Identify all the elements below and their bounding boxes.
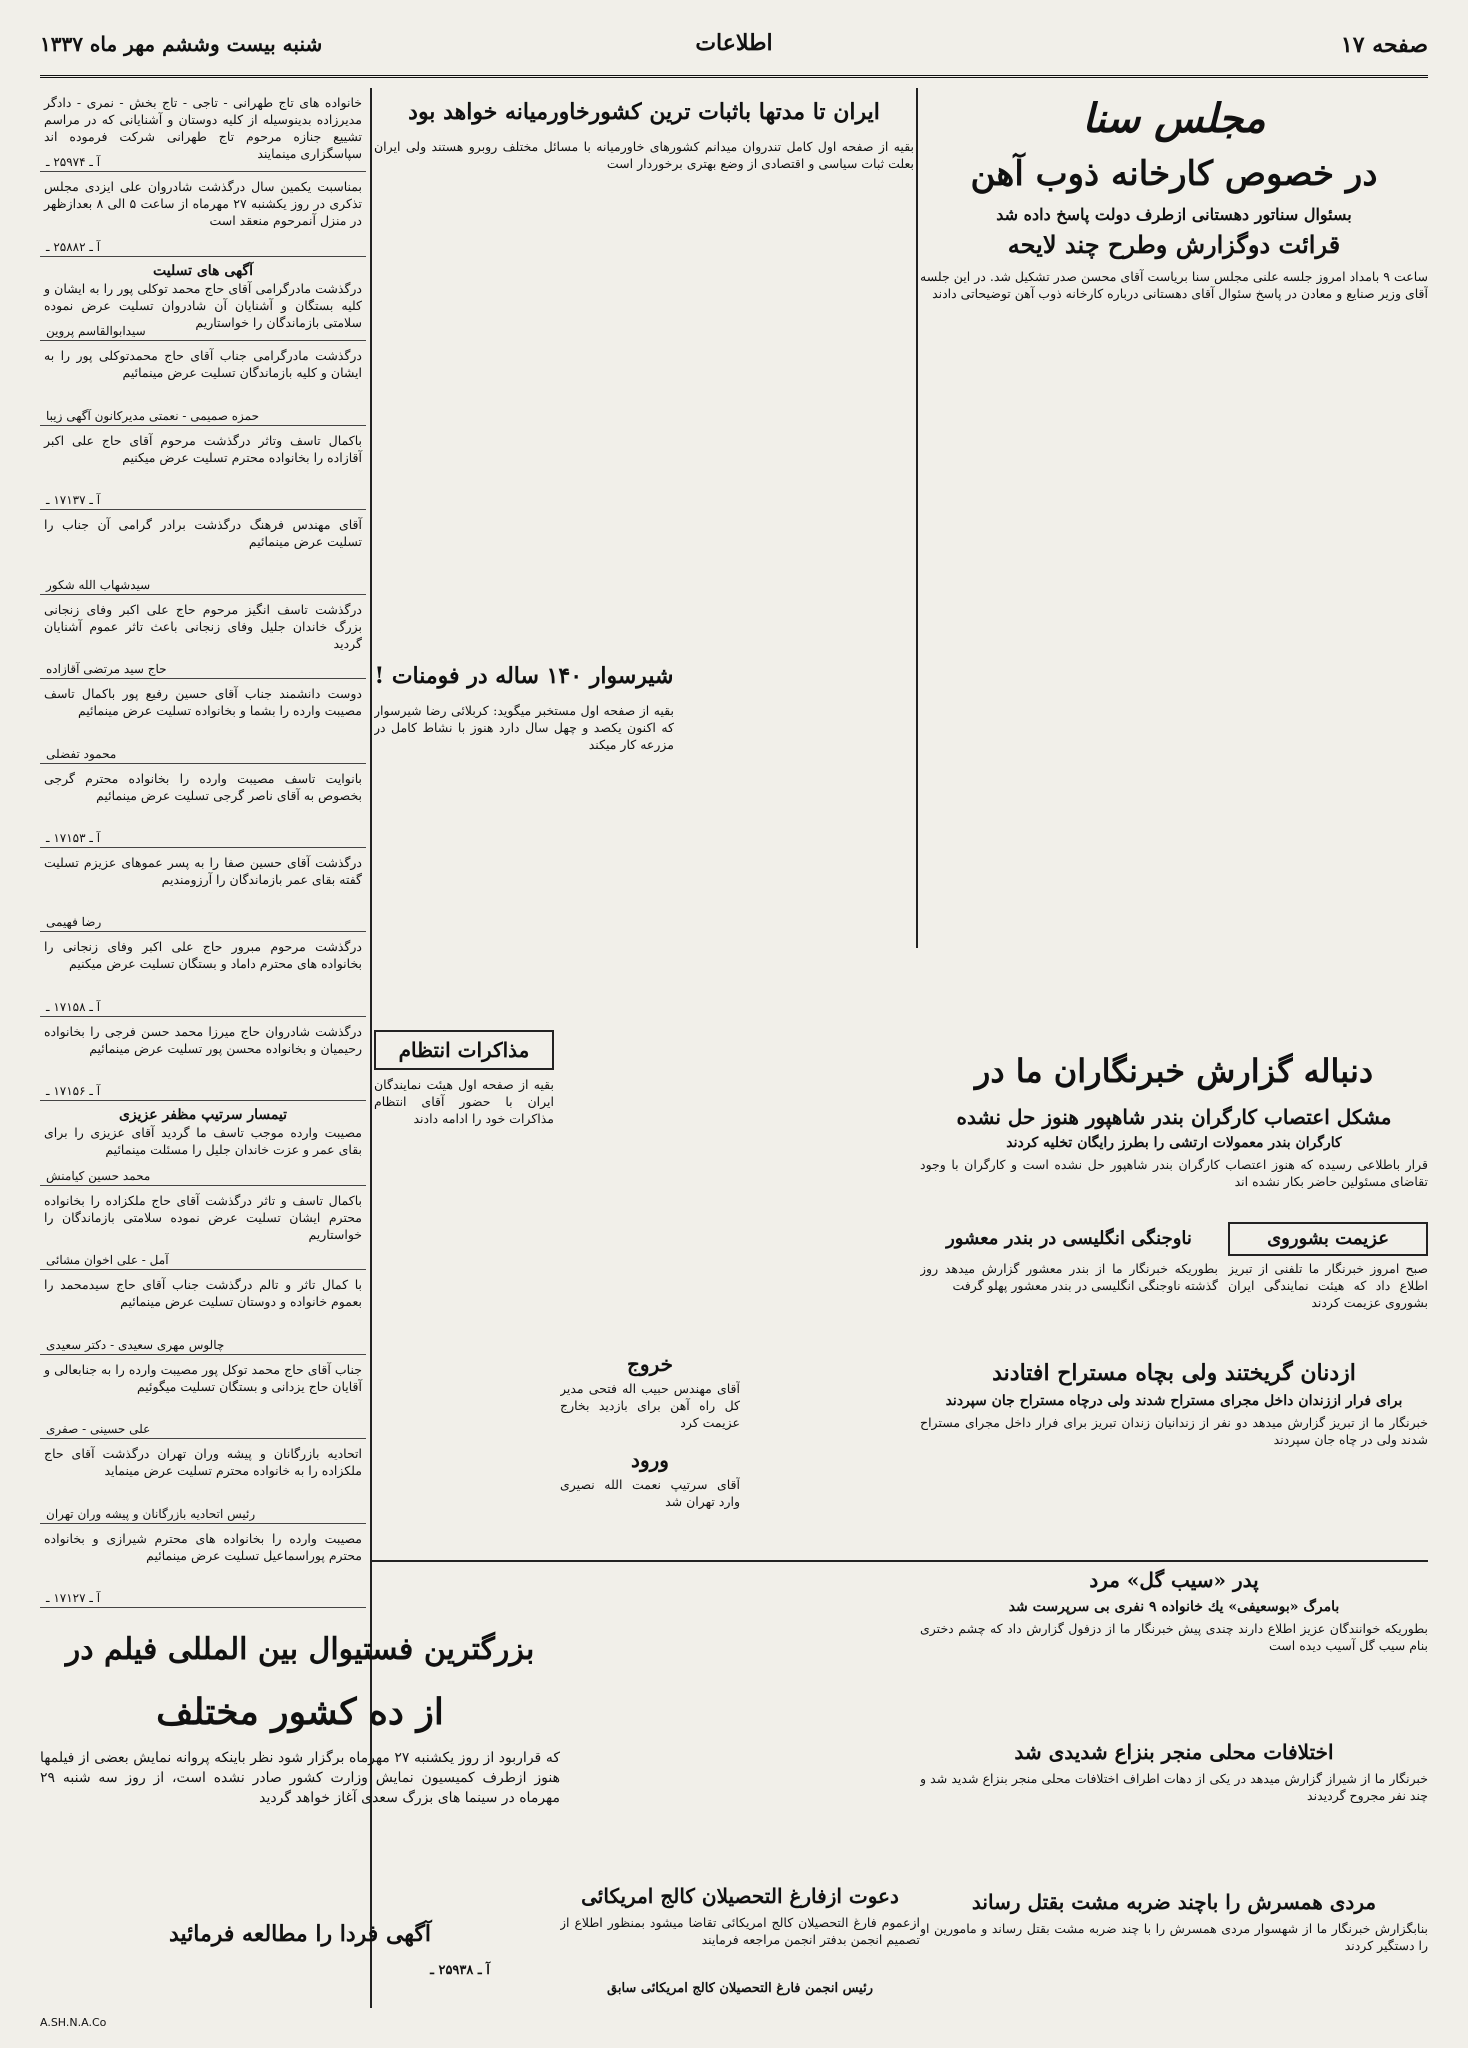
festival-code: آ ـ ۲۵۹۳۸ ـ [430,1963,490,1978]
masthead [40,18,1428,78]
notice-signature: آ ـ ۲۵۸۸۲ ـ [46,239,101,254]
strike-subhead: مشکل اعتصاب کارگران بندر شاهپور هنوز حل نشده [956,1105,1392,1129]
iran-body-text: بقیه از صفحه اول کامل تندروان میدانم کشورهای خاورمیانه با مسائل مختلف روبرو هستند ولی ایران بعلت ثبات سیاسی و اقتصادی از وضع بهتری برخوردار است [374,139,914,171]
festival-footer: آگهی فردا را مطالعه فرمائید [168,1921,432,1947]
prison-headline: ازدنان گریختند ولی بچاه مستراح افتادند [992,1360,1356,1386]
talks-article [374,1030,554,1550]
strike-body-text: قرار باطلاعی رسیده که هنوز اعتصاب کارگران بندر شاهپور حل نشده است و کارگران با وجود تقاضای مسئولین حاضر بکار نشده اند [920,1157,1428,1189]
notice-title: آگهی های تسلیت [152,262,254,279]
notice-body: باکمال تاسف و تاثر درگذشت آقای حاج ملکزاده را بخانواده محترم ایشان تسلیت عرض نموده سلامتی بازماندگان را خواستاریم [44,1192,362,1242]
festival-body-text: که قراربود از روز یکشنبه ۲۷ مهرماه برگزار شود نظر باینکه پروانه نمایش بعضی از فیلمها هنوز ازطرف کمیسیون نمایش وزارت کشور صادر نشده است، از روز سه شنبه ۲۹ مهرماه در سینما های بزرگ سعدی آغاز خواهد گردید [40,1750,560,1806]
footer-mark: A.SH.N.A.Co [40,2016,107,2029]
condolence-notice [40,430,366,510]
condolence-notice [40,936,366,1016]
strike-subhead-2: کارگران بندر معمولات ارتشی را بطرز رایگان تخلیه کردند [1006,1135,1342,1151]
senate-logo: مجلس سنا [1082,95,1266,142]
page-number: صفحه ۱۷ [1340,32,1428,58]
notice-signature: آ ـ ۱۷۱۵۸ ـ [46,999,101,1014]
college-body-text: ازعموم فارغ التحصیلان کالج امریکائی تقاضا میشود بمنظور اطلاع از تصمیم انجمن بدفتر انجمن مراجعه فرمایند [560,1915,920,1947]
notice-signature: سیدشهاب الله شکور [46,577,151,592]
notice-signature: حاج سید مرتضی آقازاده [46,662,167,677]
notice-body: دوست دانشمند جناب آقای حسین رفیع پور باکمال تاسف مصیبت وارده را بشما و بخانواده تسلیت عرض مینمائیم [44,686,362,719]
prison-subhead: برای فرار اززندان داخل مجرای مستراح شدند ولی درچاه مستراح جان سپردند [945,1393,1403,1409]
condolence-notice [40,345,366,425]
senate-article [920,92,1428,1042]
condolence-notice [40,1443,366,1523]
warship-headline: ناوجنگی انگلیسی در بندر معشور [946,1228,1192,1249]
sibgol-body [920,1620,1428,1730]
departure-ussr-text: صبح امروز خبرنگار ما تلفنی از تبریز اطلاع داد که هیئت نمایندگی ایران بشوروی عزیمت کردند [1228,1261,1428,1310]
notice-body: درگذشت مادرگرامی آقای حاج محمد توکلی پور را به ایشان و کلیه بستگان و آشنایان آن شادروان تسلیت عرض نموده سلامتی بازماندگان را خواستاریم [44,280,362,330]
notice-signature: حمزه صمیمی - نعمتی مدیرکانون آگهی زیبا [46,408,259,423]
festival-body [40,1748,560,1908]
prison-body [920,1414,1428,1552]
departure-title: خروج [627,1352,673,1376]
sibgol-headline: پدر «سیب گل» مرد [1089,1568,1259,1592]
notice-signature: آ ـ ۱۷۱۲۷ ـ [46,1590,101,1605]
notice-signature: محمد حسین کیامنش [46,1168,151,1183]
notices-column [40,92,366,1612]
arrival-title: ورود [631,1448,669,1472]
murder-body [920,1920,1428,2000]
reports-headline: دنباله گزارش خبرنگاران ما در [974,1052,1374,1090]
murder-headline: مردی همسرش را باچند ضربه مشت بقتل رساند [971,1890,1377,1914]
notice-body: مصیبت وارده موجب تاسف ما گردید آقای عزیزی را برای بقای عمر و عزت خاندان جلیل را مسئلت مینمائیم [44,1125,362,1158]
reports-section [920,1046,1428,1556]
section-rule [370,1560,1428,1562]
senate-headline: در خصوص کارخانه ذوب آهن [970,154,1378,194]
notice-body: اتحادیه بازرگانان و پیشه وران تهران درگذشت آقای حاج ملکزاده را به خانواده محترم تسلیت عرض مینماید [44,1446,362,1479]
date-line: شنبه بیست وششم مهر ماه ۱۳۳۷ [40,32,323,56]
talks-headline: مذاکرات انتظام [374,1030,554,1070]
talks-body-text: بقیه از صفحه اول هیئت نمایندگان ایران با حضور آقای انتظام مذاکرات خود را ادامه دادند [374,1077,554,1126]
notice-signature: آ ـ ۱۷۱۳۷ ـ [46,493,101,508]
notice-signature: رضا فهیمی [46,915,102,930]
college-body [560,1914,920,1974]
dispute-body [920,1770,1428,1880]
notice-body: جناب آقای حاج محمد توکل پور مصیبت وارده را به جنابعالی و آقایان حاج یزدانی و بستگان تسلیت میگوئیم [44,1361,362,1394]
notice-body: درگذشت مرحوم مبرور حاج علی اکبر وفای زنجانی را بخانواده های محترم داماد و بستگان تسلیت عرض میکنیم [44,939,362,972]
notice-signature: رئیس اتحادیه بازرگانان و پیشه وران تهران [46,1506,256,1521]
condolence-notice [40,768,366,848]
notice-body: مصیبت وارده را بخانواده های محترم شیرازی و بخانواده محترم پوراسماعیل تسلیت عرض مینمائیم [44,1530,362,1563]
notice-signature: محمود تفضلی [46,746,117,761]
condolence-notice [40,176,366,256]
condolence-notice [40,683,366,763]
notice-body: درگذشت آقای حسین صفا را به پسر عموهای عزیزم تسلیت گفته بقای عمر بازماندگان را آرزومندیم [44,855,362,887]
senate-subhead-2: قرائت دوگزارش وطرح چند لایحه [1007,230,1341,259]
prison-body-text: خبرنگار ما از تبریز گزارش میدهد دو نفر از زندانیان زندان تبریز برای فرار داخل مجرای مستراح شدند ولی در چاه جان سپردند [920,1415,1428,1447]
iran-article [374,92,914,652]
dispute-body-text: خبرنگار ما از شیراز گزارش میدهد در یکی از دهات اطراف اختلافات محلی منجر بنزاع شدید شد و چند نفر مجروح گردیدند [920,1771,1428,1803]
condolence-notice [40,852,366,932]
notice-body: درگذشت تاسف انگیز مرحوم حاج علی اکبر وفای زنجانی بزرگ خاندان جلیل وفای زنجانی باعث تاثر عموم آشنایان گردید [44,601,362,651]
dispute-headline: اختلافات محلی منجر بنزاع شدیدی شد [1014,1740,1334,1764]
notice-signature: چالوس مهری سعیدی - دکتر سعیدی [46,1337,225,1352]
notice-body: با کمال تاثر و تالم درگذشت جناب آقای حاج سیدمحمد را بعموم خانواده و دوستان تسلیت عرض مینمائیم [44,1277,362,1310]
notice-body: خانواده های تاج طهرانی - تاجی - تاج بخش - نمری - دادگر مدیرزاده بدینوسیله از کلیه دوستان و آشنایانی که در مراسم تشییع جنازه مرحوم تاج طهرانی شرکت فرموده اند سپاسگزاری مینمایند [44,95,362,161]
condolence-notice [40,1105,366,1185]
departure-body-text: آقای مهندس حبیب اله فتحی مدیر کل راه آهن برای بازدید بخارج عزیمت کرد [560,1381,740,1430]
strike-body [920,1156,1428,1216]
condolence-notice [40,599,366,679]
notice-body: آقای مهندس فرهنگ درگذشت برادر گرامی آن جناب را تسلیت عرض مینمائیم [44,517,362,550]
notice-signature: آ ـ ۲۵۹۷۴ ـ [46,155,101,170]
notice-body: باکمال تاسف وتاثر درگذشت مرحوم آقای حاج علی اکبر آقازاده را بخانواده محترم تسلیت عرض میکنیم [44,432,362,465]
notice-signature: آمل - علی اخوان مشائی [46,1253,169,1268]
college-notice [560,1880,920,2004]
murder-body-text: بنابگزارش خبرنگار ما از شهسوار مردی همسرش را با چند ضربه مشت بقتل رساند و مامورین او را دستگیر کردند [920,1921,1428,1953]
notice-signature: سیدابوالقاسم پروین [46,324,146,339]
notice-signature: آ ـ ۱۷۱۵۳ ـ [46,830,101,845]
column-rule [916,88,918,948]
notice-signature: آ ـ ۱۷۱۵۶ ـ [46,1084,101,1099]
notice-body: درگذشت مادرگرامی جناب آقای حاج محمدتوکلی پور را به ایشان و کلیه بازماندگان تسلیت عرض مینمائیم [44,348,362,381]
departure-ussr-headline: عزیمت بشوروی [1228,1222,1428,1256]
condolence-notice [40,92,366,172]
condolence-notice [40,1528,366,1608]
shirsavar-headline: شیرسوار ۱۴۰ ساله در فومنات ! [374,663,674,689]
condolence-notice [40,514,366,594]
college-headline: دعوت ازفارغ التحصیلان کالج امریکائی [581,1884,899,1908]
departure-arrival [560,1350,740,1550]
departure-ussr-body [1228,1260,1428,1350]
condolence-notice [40,1274,366,1354]
condolence-notice [40,1021,366,1101]
senate-body [920,268,1428,1038]
reports-lower [920,1564,1428,2004]
warship-body [920,1260,1218,1350]
notice-body: بانوایت تاسف مصیبت وارده را بخانواده محترم گرجی بخصوص به آقای ناصر گرجی تسلیت عرض مینمائیم [44,770,362,803]
festival-headline: بزرگترین فستیوال بین المللی فیلم در [65,1632,535,1667]
shirsavar-body-text: بقیه از صفحه اول مستخبر میگوید: کربلائی رضا شیرسوار که اکنون یکصد و چهل سال دارد هنوز با نشاط کامل در مزرعه کار میکند [374,703,674,752]
condolence-notice [40,1359,366,1439]
condolence-notice [40,1190,366,1270]
sibgol-body-text: بطوریکه خوانندگان عزیز اطلاع دارند چندی پیش خبرنگار ما از دزفول گزارش داد که چشم دختری بنام سیب گل آسیب دیده است [920,1621,1428,1653]
senate-subhead: بسئوال سناتور دهستانی ازطرف دولت پاسخ داده شد [996,205,1352,224]
talks-body [374,1076,554,1546]
senate-body-text: ساعت ۹ بامداد امروز جلسه علنی مجلس سنا بریاست آقای محسن صدر تشکیل شد. در این جلسه آقای وزیر صنایع و معادن در پاسخ سئوال آقای دهستانی درباره کارخانه ذوب آهن توضیحاتی دادند [920,269,1428,301]
warship-text: بطوریکه خبرنگار ما از بندر معشور گزارش میدهد روز گذشته ناوجنگی انگلیسی در بندر معشور پهلو گرفت [920,1261,1218,1293]
iran-body [374,138,914,648]
festival-ad [40,1620,560,2000]
departure-body [560,1380,740,1440]
arrival-body-text: آقای سرتیپ نعمت الله نصیری وارد تهران شد [560,1477,740,1509]
sibgol-subhead: بامرگ «بوسعیفی» یك خانواده ۹ نفری بی سرپرست شد [1008,1599,1340,1615]
arrival-body [560,1476,740,1546]
notice-body: بمناسبت یکمین سال درگذشت شادروان علی ایزدی مجلس تذکری در روز یکشنبه ۲۷ مهرماه از ساعت ۵ الی ۸ بعدازظهر در منزل آنمرحوم منعقد است [44,179,363,229]
college-signature: رئیس انجمن فارغ التحصیلان کالج امریکائی سابق [607,1981,873,1996]
paper-name: اطلاعات [695,30,773,56]
iran-headline: ایران تا مدتها باثبات ترین کشورخاورمیانه خواهد بود [408,99,880,125]
condolence-notice [40,261,366,341]
notice-signature: علی حسینی - صفری [46,1422,151,1437]
notice-title: تیمسار سرتیپ مظفر عزیزی [118,1107,288,1124]
festival-headline-2: از ده کشور مختلف [156,1691,444,1733]
notice-body: درگذشت شادروان حاج میرزا محمد حسن فرجی را بخانواده رحیمیان و بخانواده محسن پور تسلیت عرض مینمائیم [44,1023,362,1056]
